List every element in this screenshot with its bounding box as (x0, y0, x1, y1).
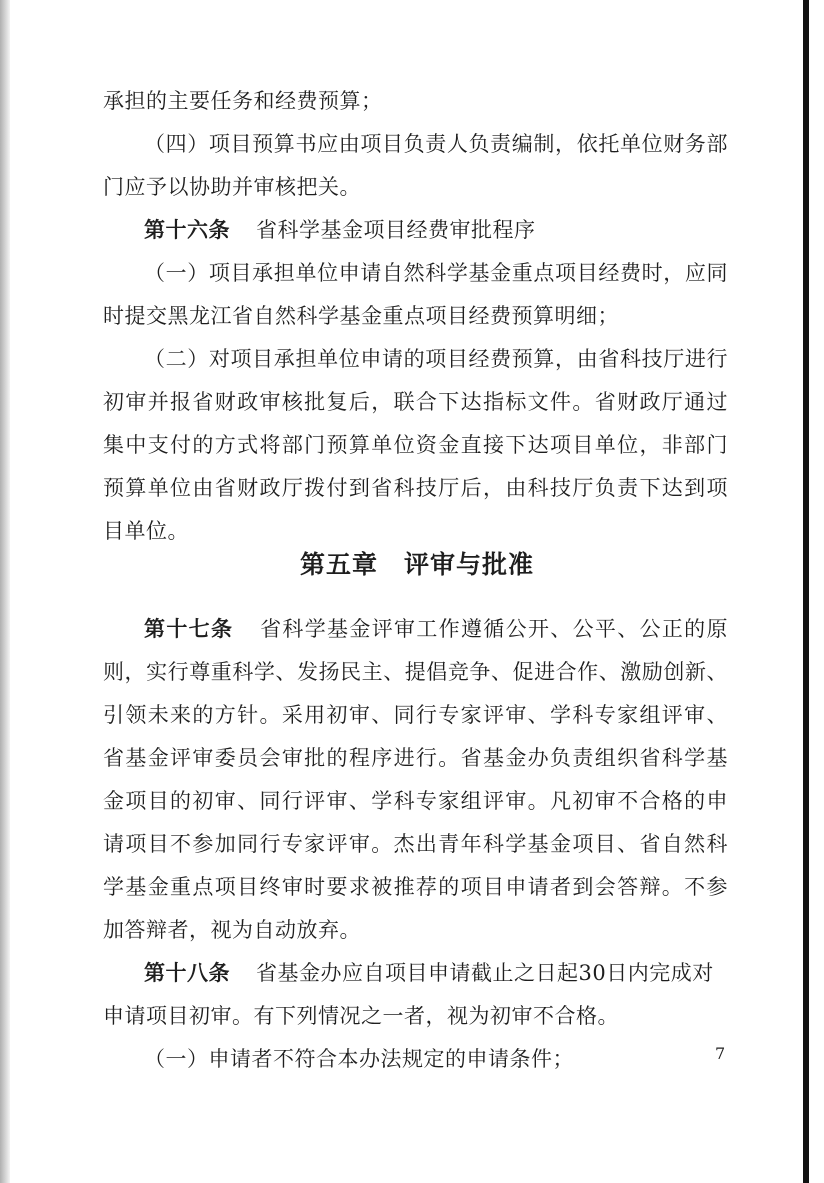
text-line: 集中支付的方式将部门预算单位资金直接下达项目单位，非部门 (103, 433, 728, 457)
article-text: 省基金办应自项目申请截止之日起30日内完成对 (256, 961, 714, 985)
chapter-title: 第五章 评审与批准 (300, 550, 535, 579)
article-text: 省科学基金评审工作遵循公开、公平、公正的原 (259, 617, 728, 641)
text-line: 承担的主要任务和经费预算； (103, 89, 383, 113)
text-line: （一）申请者不符合本办法规定的申请条件； (144, 1047, 574, 1071)
article-number: 第十七条 (144, 617, 234, 641)
text-line: （一）项目承担单位申请自然科学基金重点项目经费时，应同 (144, 261, 728, 285)
text-line: 加答辩者，视为自动放弃。 (103, 918, 361, 942)
text-line: 金项目的初审、同行评审、学科专家组评审。凡初审不合格的申 (103, 789, 728, 813)
article-number: 第十八条 (144, 961, 230, 985)
text-line: 时提交黑龙江省自然科学基金重点项目经费预算明细； (103, 304, 619, 328)
article-heading-line (144, 614, 728, 644)
text-line: （二）对项目承担单位申请的项目经费预算，由省科技厅进行 (144, 347, 728, 371)
text-line: 省基金评审委员会审批的程序进行。省基金办负责组织省科学基 (103, 746, 728, 770)
text-line: 引领未来的方针。采用初审、同行专家评审、学科专家组评审、 (103, 703, 728, 727)
article-heading-line (144, 958, 714, 988)
text-line: 申请项目初审。有下列情况之一者，视为初审不合格。 (103, 1004, 619, 1028)
text-line: 则，实行尊重科学、发扬民主、提倡竞争、促进合作、激励创新、 (103, 660, 728, 684)
text-line: 门应予以协助并审核把关。 (103, 175, 361, 199)
text-line: 目单位。 (103, 519, 189, 543)
text-line: （四）项目预算书应由项目负责人负责编制，依托单位财务部 (144, 132, 728, 156)
text-line: 学基金重点项目终审时要求被推荐的项目申请者到会答辩。不参 (103, 875, 728, 899)
article-heading-line (144, 215, 536, 245)
article-number: 第十六条 (144, 218, 230, 242)
text-line: 预算单位由省财政厅拨付到省科技厅后，由科技厅负责下达到项 (103, 476, 728, 500)
scan-right-border (803, 0, 809, 1183)
text-line: 请项目不参加同行专家评审。杰出青年科学基金项目、省自然科 (103, 832, 728, 856)
scan-left-edge (0, 0, 10, 1183)
page-number: 7 (715, 1044, 726, 1063)
text-line: 初审并报省财政审核批复后，联合下达指标文件。省财政厅通过 (103, 390, 728, 414)
article-title: 省科学基金项目经费审批程序 (256, 218, 536, 242)
